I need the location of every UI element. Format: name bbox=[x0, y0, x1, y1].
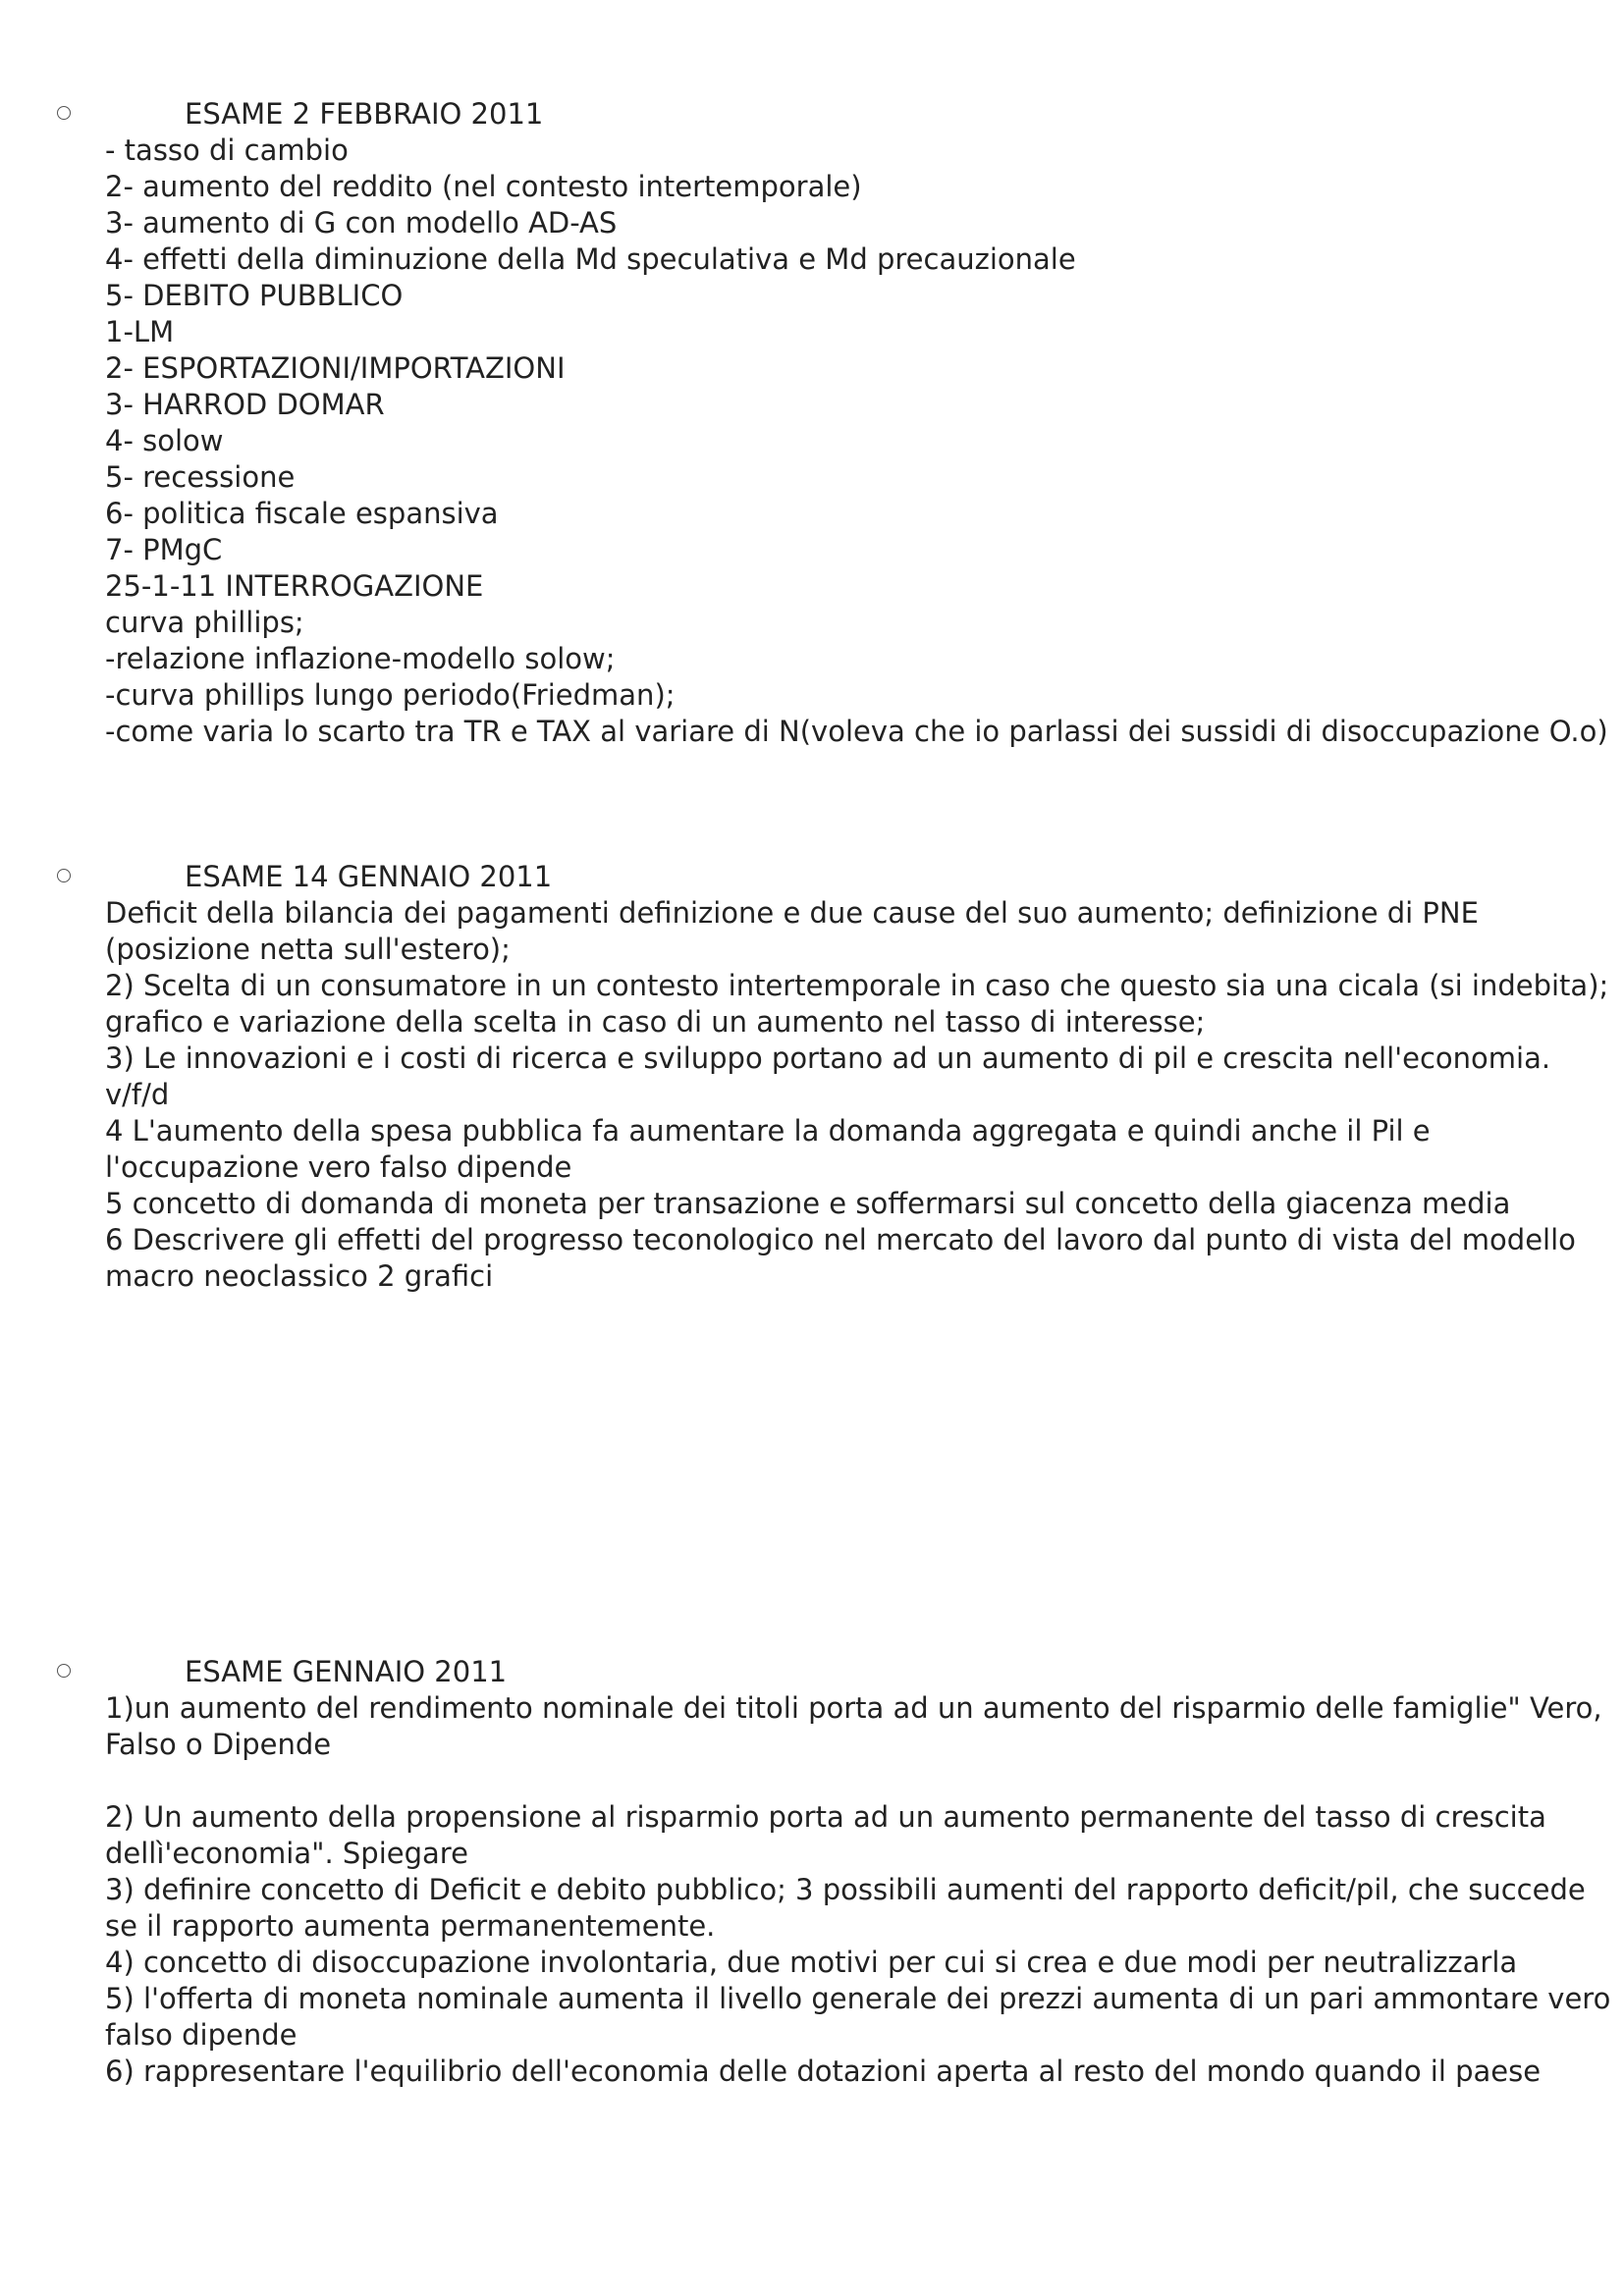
text-line: 6 Descrivere gli effetti del progresso teconologico nel mercato del lavoro dal punto di vista del modello bbox=[105, 1223, 1576, 1256]
section-title: ESAME GENNAIO 2011 bbox=[185, 1655, 508, 1688]
circle-bullet-icon bbox=[57, 869, 71, 882]
section-lines bbox=[105, 1690, 1611, 2090]
text-line: dellì'economia". Spiegare bbox=[105, 1837, 468, 1870]
text-line: 4 L'aumento della spesa pubblica fa aumentare la domanda aggregata e quindi anche il Pil e bbox=[105, 1114, 1431, 1148]
text-line: 4- solow bbox=[105, 424, 224, 457]
text-line: 1-LM bbox=[105, 315, 175, 348]
text-line: falso dipende bbox=[105, 2018, 298, 2052]
text-line: 6- politica fiscale espansiva bbox=[105, 497, 499, 530]
text-line: se il rapporto aumenta permanentemente. bbox=[105, 1909, 716, 1943]
section-title: ESAME 2 FEBBRAIO 2011 bbox=[185, 97, 544, 131]
text-line: - tasso di cambio bbox=[105, 133, 349, 167]
section-lines bbox=[105, 133, 1608, 750]
section-lines bbox=[105, 895, 1609, 1295]
text-line: -relazione inflazione-modello solow; bbox=[105, 642, 616, 675]
text-line: v/f/d bbox=[105, 1078, 170, 1111]
text-line: Falso o Dipende bbox=[105, 1728, 332, 1761]
text-line: l'occupazione vero falso dipende bbox=[105, 1150, 572, 1184]
text-line: 3- aumento di G con modello AD-AS bbox=[105, 206, 618, 240]
text-line: 7- PMgC bbox=[105, 533, 223, 566]
blank-line bbox=[105, 1763, 1558, 1799]
text-line: -come varia lo scarto tra TR e TAX al variare di N(voleva che io parlassi dei sussidi di disoccupazione O.o) bbox=[105, 715, 1608, 748]
text-line: 25-1-11 INTERROGAZIONE bbox=[105, 569, 484, 603]
text-line: 5) l'offerta di moneta nominale aumenta il livello generale dei prezzi aumenta di un pari ammontare vero bbox=[105, 1982, 1611, 2015]
text-line: 5- DEBITO PUBBLICO bbox=[105, 279, 404, 312]
text-line: 3- HARROD DOMAR bbox=[105, 388, 385, 421]
circle-bullet-icon bbox=[57, 106, 71, 120]
text-line: 2) Scelta di un consumatore in un contesto intertemporale in caso che questo sia una cicala (si indebita); bbox=[105, 969, 1609, 1002]
circle-bullet-icon bbox=[57, 1664, 71, 1678]
section-title: ESAME 14 GENNAIO 2011 bbox=[185, 860, 553, 893]
text-line: 4) concetto di disoccupazione involontaria, due motivi per cui si crea e due modi per neutralizzarla bbox=[105, 1946, 1518, 1979]
text-line: 2- ESPORTAZIONI/IMPORTAZIONI bbox=[105, 351, 566, 385]
text-line: 3) definire concetto di Deficit e debito pubblico; 3 possibili aumenti del rapporto deficit/pil, che succede bbox=[105, 1873, 1586, 1906]
text-line: 4- effetti della diminuzione della Md speculativa e Md precauzionale bbox=[105, 242, 1076, 276]
text-line: 2) Un aumento della propensione al risparmio porta ad un aumento permanente del tasso di crescita bbox=[105, 1800, 1546, 1834]
text-line: (posizione netta sull'estero); bbox=[105, 933, 511, 966]
text-line: Deficit della bilancia dei pagamenti definizione e due cause del suo aumento; definizione di PNE bbox=[105, 896, 1479, 930]
text-line: 6) rappresentare l'equilibrio dell'economia delle dotazioni aperta al resto del mondo quando il paese bbox=[105, 2055, 1542, 2088]
text-line: 5- recessione bbox=[105, 460, 296, 494]
text-line: 5 concetto di domanda di moneta per transazione e soffermarsi sul concetto della giacenza media bbox=[105, 1187, 1511, 1220]
text-line: curva phillips; bbox=[105, 606, 304, 639]
text-line: -curva phillips lungo periodo(Friedman); bbox=[105, 678, 676, 712]
text-line: macro neoclassico 2 grafici bbox=[105, 1259, 494, 1293]
text-line: grafico e variazione della scelta in caso di un aumento nel tasso di interesse; bbox=[105, 1005, 1206, 1039]
text-line: 2- aumento del reddito (nel contesto intertemporale) bbox=[105, 170, 862, 203]
text-line: 1)un aumento del rendimento nominale dei titoli porta ad un aumento del risparmio delle famiglie" Vero, bbox=[105, 1691, 1602, 1725]
text-line: 3) Le innovazioni e i costi di ricerca e sviluppo portano ad un aumento di pil e crescita nell'economia. bbox=[105, 1041, 1551, 1075]
